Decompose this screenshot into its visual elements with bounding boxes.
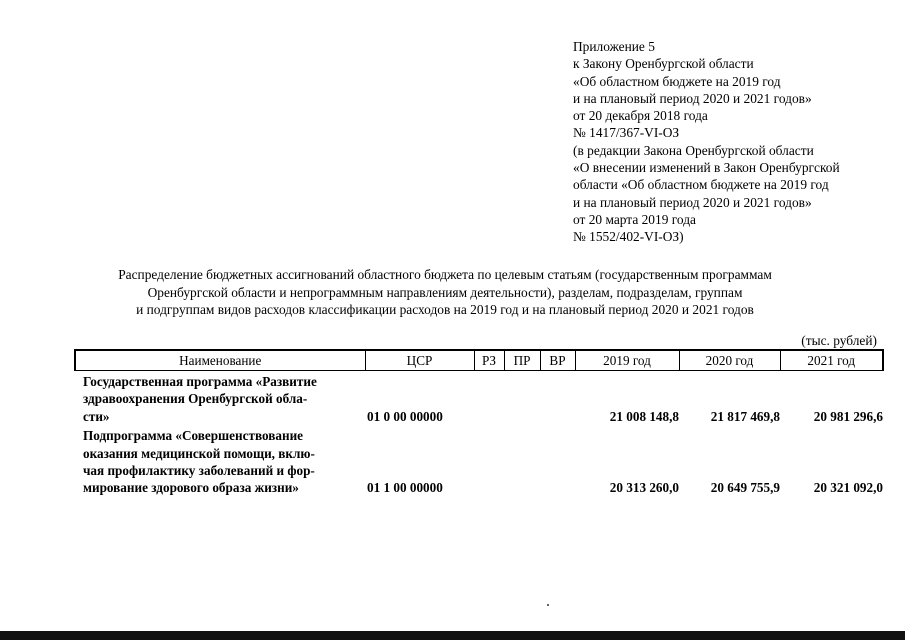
row-2020: 20 649 755,9 (710, 480, 780, 496)
row-2019: 20 313 260,0 (609, 480, 679, 496)
header-rz: РЗ (474, 350, 504, 371)
row-name-line: здравоохранения Оренбургской обла- (83, 391, 308, 407)
table-header-row (75, 350, 883, 371)
row-csr: 01 0 00 00000 (367, 408, 443, 424)
appendix-line: Приложение 5 (573, 39, 655, 54)
appendix-line: № 1552/402-VI-ОЗ) (573, 229, 684, 245)
row-name-line: чая профилактику заболеваний и фор- (83, 463, 315, 479)
budget-table (74, 349, 884, 497)
appendix-line: «О внесении изменений в Закон Оренбургской (573, 160, 840, 176)
appendix-line: к Закону Оренбургской области (573, 56, 754, 72)
row-2021: 20 981 296,6 (813, 408, 883, 424)
header-vr: ВР (540, 350, 575, 371)
row-pr (504, 371, 540, 426)
row-name-line: Государственная программа «Развитие (83, 374, 317, 389)
title-line: и подгруппам видов расходов классификации расходов на 2019 год и на плановый период 2020 и 2021 годов (136, 302, 754, 317)
document-title (100, 266, 790, 319)
appendix-line: и на плановый период 2020 и 2021 годов» (573, 90, 812, 106)
appendix-note (573, 38, 840, 246)
appendix-line: (в редакции Закона Оренбургской области (573, 142, 814, 158)
header-2021: 2021 год (780, 350, 883, 371)
appendix-line: области «Об областном бюджете на 2019 год (573, 177, 829, 193)
header-csr: ЦСР (365, 350, 474, 371)
row-csr: 01 1 00 00000 (367, 480, 443, 496)
scan-speck (547, 604, 549, 606)
row-rz (474, 425, 504, 497)
appendix-line: от 20 марта 2019 года (573, 211, 696, 227)
table-row (75, 371, 883, 426)
row-name-line: мирование здорового образа жизни» (83, 480, 299, 496)
row-name-line: оказания медицинской помощи, вклю- (83, 445, 315, 461)
header-name: Наименование (75, 350, 365, 371)
row-name-line: Подпрограмма «Совершенствование (83, 428, 304, 444)
title-line: Распределение бюджетных ассигнований областного бюджета по целевым статьям (государственным программам (118, 267, 772, 282)
row-name (75, 371, 365, 426)
appendix-line: № 1417/367-VI-ОЗ (573, 125, 680, 141)
row-name-line: сти» (83, 408, 110, 424)
row-rz (474, 371, 504, 426)
row-2019: 21 008 148,8 (609, 408, 679, 424)
row-vr (540, 425, 575, 497)
row-vr (540, 371, 575, 426)
header-2019: 2019 год (575, 350, 679, 371)
page-bottom-edge (0, 631, 905, 640)
table-row (75, 425, 883, 497)
units-label: (тыс. рублей) (801, 333, 877, 348)
title-line: Оренбургской области и непрограммным направлениям деятельности), разделам, подразделам, группам (147, 284, 743, 300)
row-pr (504, 425, 540, 497)
appendix-line: и на плановый период 2020 и 2021 годов» (573, 194, 812, 210)
row-2020: 21 817 469,8 (710, 408, 780, 424)
appendix-line: «Об областном бюджете на 2019 год (573, 73, 781, 89)
row-name (75, 425, 365, 497)
row-2021: 20 321 092,0 (813, 480, 883, 496)
header-2020: 2020 год (679, 350, 780, 371)
header-pr: ПР (504, 350, 540, 371)
appendix-line: от 20 декабря 2018 года (573, 108, 708, 124)
